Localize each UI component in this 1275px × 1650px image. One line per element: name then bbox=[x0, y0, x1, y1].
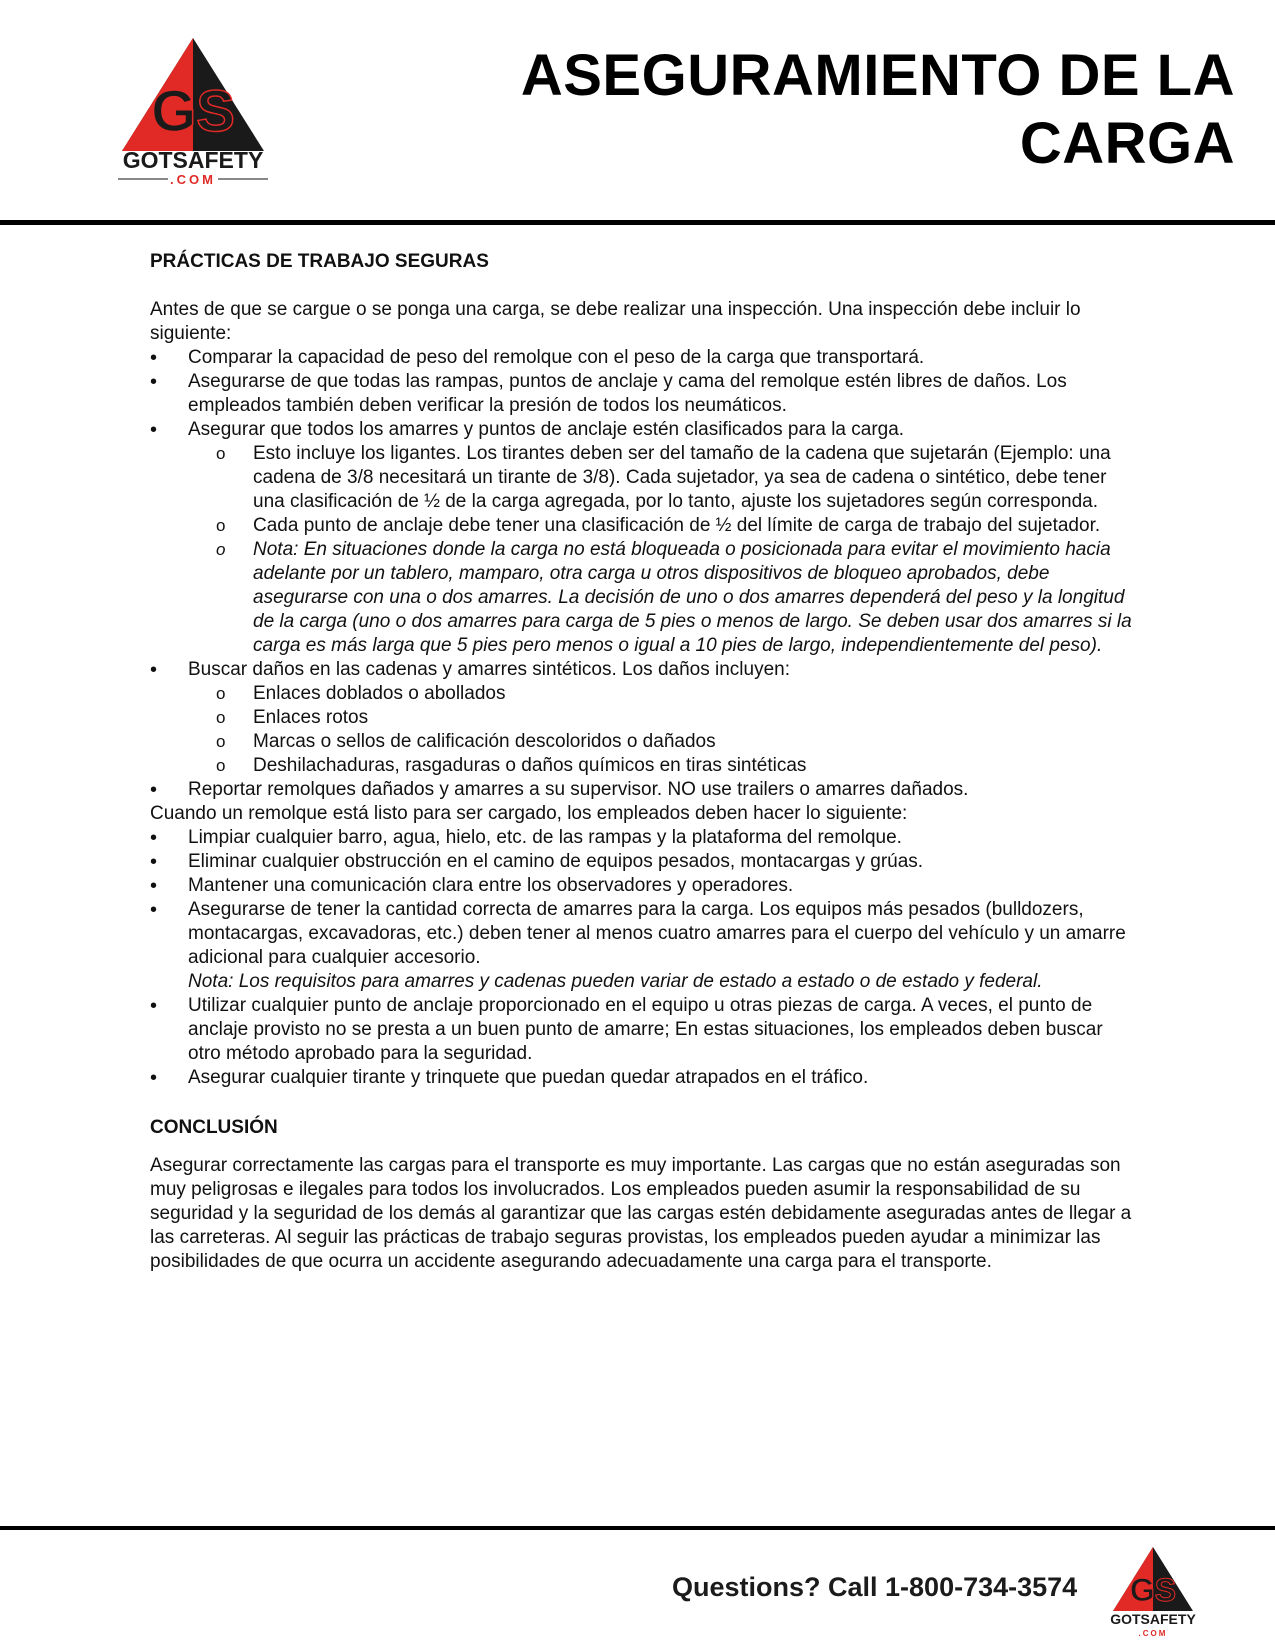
section-heading-conclusion: CONCLUSIÓN bbox=[150, 1117, 278, 1138]
sub-list-item-note: o Nota: En situaciones donde la carga no está bloqueada o posicionada para evitar el movimiento hacia adelante por un tablero, mamparo, otra carga u otros dispositivos de bloqueo aprobados, debe asegurarse con una o dos amarres. La decisión de uno o dos amarres dependerá del peso y la longitud de la carga (uno o dos amarres para carga de 5 pies o menos de largo. Se deben usar dos amarres si la carga es más larga que 5 pies pero menos o igual a 10 pies de largo, independientemente del peso). bbox=[150, 538, 1140, 658]
sub-list-item: o Esto incluye los ligantes. Los tirantes deben ser del tamaño de la cadena que sujetarán (Ejemplo: una cadena de 3/8 necesitará un tirante de 3/8). Cada sujetador, ya sea de cadena o sintético, debe tener una clasificación de ½ de la carga agregada, por lo tanto, ajuste los sujetadores según corresponda. bbox=[150, 442, 1140, 514]
intro-paragraph: Antes de que se cargue o se ponga una carga, se debe realizar una inspección. Una inspección debe incluir lo siguiente: bbox=[150, 299, 1081, 344]
footer-divider bbox=[0, 1526, 1275, 1530]
list-item: • Utilizar cualquier punto de anclaje proporcionado en el equipo u otras piezas de carga. A veces, el punto de anclaje provisto no se presta a un buen punto de amarre; En estas situaciones, los empleados deben buscar otro método aprobado para la seguridad. bbox=[150, 994, 1140, 1066]
page-title bbox=[475, 42, 1235, 178]
list-item bbox=[150, 658, 1140, 778]
list-item bbox=[150, 418, 1140, 658]
logo-initials: GS bbox=[151, 79, 235, 144]
list-item bbox=[150, 898, 1140, 994]
logo-domain: .COM bbox=[170, 172, 216, 187]
sub-list-item: o Marcas o sellos de calificación descoloridos o dañados bbox=[150, 730, 1140, 754]
sub-list-item: o Cada punto de anclaje debe tener una clasificación de ½ del límite de carga de trabajo del sujetador. bbox=[150, 514, 1140, 538]
list-item-text: Buscar daños en las cadenas y amarres sintéticos. Los daños incluyen: bbox=[188, 659, 790, 680]
loading-list bbox=[150, 826, 1140, 1090]
logo-brand: GOTSAFETY bbox=[122, 147, 264, 173]
list-item: • Asegurar cualquier tirante y trinquete que puedan quedar atrapados en el tráfico. bbox=[150, 1066, 1140, 1090]
list-item: • Reportar remolques dañados y amarres a su supervisor. NO use trailers o amarres dañados. bbox=[150, 778, 1140, 802]
sub-list-item: o Deshilachaduras, rasgaduras o daños químicos en tiras sintéticas bbox=[150, 754, 1140, 778]
list-item: • Eliminar cualquier obstrucción en el camino de equipos pesados, montacargas y grúas. bbox=[150, 850, 1140, 874]
list-item-text: Asegurar que todos los amarres y puntos de anclaje estén clasificados para la carga. bbox=[188, 419, 905, 440]
footer-logo-domain: .COM bbox=[1138, 1629, 1168, 1638]
spacer bbox=[150, 1090, 1140, 1116]
sub-list-item: o Enlaces rotos bbox=[150, 706, 1140, 730]
footer-phone-text: Questions? Call 1-800-734-3574 bbox=[672, 1572, 1078, 1602]
sub-list-item: o Enlaces doblados o abollados bbox=[150, 682, 1140, 706]
title-line-2: CARGA bbox=[1019, 111, 1235, 176]
footer-logo-brand: GOTSAFETY bbox=[1110, 1611, 1196, 1627]
gotsafety-logo-icon bbox=[110, 36, 276, 196]
footer-logo-initials: GS bbox=[1129, 1572, 1177, 1608]
list-item: • Limpiar cualquier barro, agua, hielo, etc. de las rampas y la plataforma del remolque. bbox=[150, 826, 1140, 850]
section-heading-practicas: PRÁCTICAS DE TRABAJO SEGURAS bbox=[150, 251, 489, 272]
document-body bbox=[150, 250, 1140, 1274]
inspection-list bbox=[150, 346, 1140, 802]
conclusion-paragraph: Asegurar correctamente las cargas para el transporte es muy importante. Las cargas que no están aseguradas son muy peligrosas e ilegales para todos los involucrados. Los empleados pueden asumir la responsabilidad de su seguridad y la seguridad de los demás al garantizar que las cargas estén debidamente aseguradas antes de llegar a las carreteras. Al seguir las prácticas de trabajo seguras provistas, los empleados pueden ayudar a minimizar las posibilidades de que ocurra un accidente asegurando adecuadamente una carga para el transporte. bbox=[150, 1155, 1132, 1272]
footer-logo-icon bbox=[1105, 1545, 1201, 1641]
list-item: • Comparar la capacidad de peso del remolque con el peso de la carga que transportará. bbox=[150, 346, 1140, 370]
loading-intro: Cuando un remolque está listo para ser cargado, los empleados deben hacer lo siguiente: bbox=[150, 803, 908, 824]
list-item: • Asegurarse de que todas las rampas, puntos de anclaje y cama del remolque estén libres de daños. Los empleados también deben verificar la presión de todos los neumáticos. bbox=[150, 370, 1140, 418]
title-line-1: ASEGURAMIENTO DE LA bbox=[520, 43, 1235, 108]
sub-list bbox=[150, 442, 1140, 658]
sub-list bbox=[150, 682, 1140, 778]
header-divider bbox=[0, 220, 1275, 225]
loading-note: Nota: Los requisitos para amarres y cadenas pueden variar de estado a estado o de estado y federal. bbox=[188, 971, 1043, 992]
list-item-text: Asegurarse de tener la cantidad correcta de amarres para la carga. Los equipos más pesados (bulldozers, montacargas, excavadoras, etc.) deben tener al menos cuatro amarres para el cuerpo del vehículo y un amarre adicional para cualquier accesorio. bbox=[188, 899, 1126, 968]
list-item: • Mantener una comunicación clara entre los observadores y operadores. bbox=[150, 874, 1140, 898]
